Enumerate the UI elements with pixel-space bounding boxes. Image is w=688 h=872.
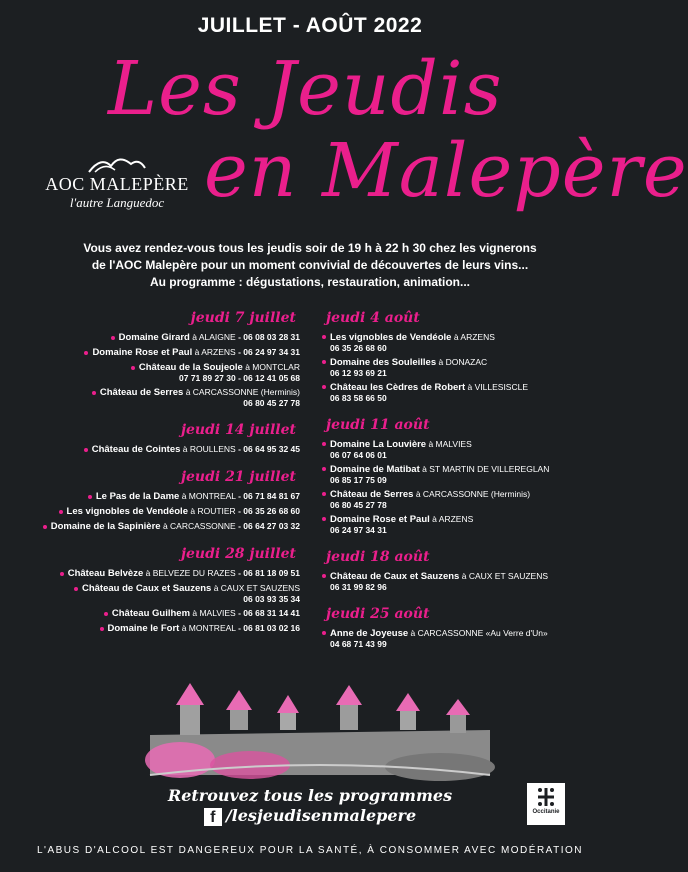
schedule-entry — [322, 571, 612, 592]
venue-place: à ARZENS — [453, 332, 495, 342]
venue-name: Château de Serres — [330, 489, 414, 500]
venue-name: Château de Serres — [99, 387, 184, 398]
venue-phone: 04 68 71 43 99 — [330, 639, 387, 649]
venue-place: à VILLESISCLE — [467, 382, 529, 392]
occitan-cross-icon — [536, 786, 556, 808]
day-heading: jeudi 7 juillet — [190, 310, 296, 326]
venue-name: Anne de Joyeuse — [330, 628, 409, 639]
facebook-icon: f — [204, 808, 222, 826]
venue-place: à CARCASSONNE (Herminis) — [185, 387, 300, 397]
venue-name: Les vignobles de Vendéole — [66, 506, 188, 517]
schedule-entry — [20, 362, 300, 383]
occitanie-region-logo — [527, 783, 565, 825]
venue-place: à MALVIES — [192, 608, 236, 618]
schedule-entry — [322, 489, 612, 510]
venue-name: Le Pas de la Dame — [95, 491, 180, 502]
venue-phone: - 06 71 84 81 67 — [238, 491, 300, 501]
bullet-icon — [92, 391, 96, 395]
schedule-entry — [322, 514, 612, 535]
venue-phone: 06 31 99 82 96 — [330, 582, 387, 592]
schedule-entry — [322, 628, 612, 649]
venue-phone: - 06 81 18 09 51 — [238, 568, 300, 578]
venue-phone: 06 12 93 69 21 — [330, 368, 387, 378]
programs-cta: Retrouvez tous les programmes — [167, 786, 453, 805]
venue-phone: - 06 81 03 02 16 — [238, 623, 300, 633]
venue-phone: - 06 68 31 14 41 — [238, 608, 300, 618]
venue-name: Château de Cointes — [91, 444, 181, 455]
title-line-2: en Malepère — [204, 128, 688, 214]
bullet-icon — [131, 366, 135, 370]
venue-name: Domaine de Matibat — [330, 464, 420, 475]
venue-phone: 06 85 17 75 09 — [330, 475, 387, 485]
venue-name: Les vignobles de Vendéole — [330, 332, 452, 343]
venue-place: à CAUX ET SAUZENS — [461, 571, 549, 581]
schedule-entry — [20, 583, 300, 604]
title-line-1: Les Jeudis — [108, 46, 503, 132]
venue-name: Château les Cèdres de Robert — [330, 382, 466, 393]
venue-place: à MALVIES — [428, 439, 472, 449]
venue-place: à BELVEZE DU RAZES — [145, 568, 236, 578]
intro-line: Au programme : dégustations, restauration, animation... — [149, 275, 471, 289]
intro-line: Vous avez rendez-vous tous les jeudis soir de 19 h à 22 h 30 chez les vignerons — [83, 241, 537, 255]
schedule-entry — [20, 608, 300, 619]
schedule-entry — [322, 464, 612, 485]
venue-phone: 06 07 64 06 01 — [330, 450, 387, 460]
schedule-entry — [20, 332, 300, 343]
schedule-entry — [20, 506, 300, 517]
venue-phone: 06 35 26 68 60 — [330, 343, 387, 353]
venue-name: Domaine Girard — [118, 332, 190, 343]
carcassonne-castle-illustration — [140, 675, 500, 785]
venue-name: Château Guilhem — [111, 608, 191, 619]
venue-phone: 07 71 89 27 30 - 06 12 41 05 68 — [179, 373, 300, 383]
bullet-icon — [322, 574, 326, 578]
schedule-entry — [20, 521, 300, 532]
schedule-entry — [322, 439, 612, 460]
venue-place: à ST MARTIN DE VILLEREGLAN — [422, 464, 550, 474]
venue-place: à ROULLENS — [182, 444, 236, 454]
bullet-icon — [322, 442, 326, 446]
schedule-entry — [20, 444, 300, 455]
july-schedule — [20, 310, 300, 638]
venue-place: à CARCASSONNE (Herminis) — [415, 489, 531, 499]
schedule-entry — [322, 357, 612, 378]
schedule-entry — [20, 347, 300, 358]
schedule-entry — [322, 382, 612, 403]
venue-name: Château Belvèze — [67, 568, 144, 579]
venue-place: à CARCASSONNE — [162, 521, 236, 531]
venue-place: à CAUX ET SAUZENS — [213, 583, 300, 593]
region-name: Occitanie — [532, 809, 560, 815]
day-heading: jeudi 28 juillet — [180, 546, 296, 562]
day-heading: jeudi 25 août — [326, 606, 430, 622]
bullet-icon — [100, 627, 104, 631]
facebook-handle: /lesjeudisenmalepere — [225, 806, 417, 825]
schedule-entry — [20, 623, 300, 634]
venue-phone: 06 80 45 27 78 — [330, 500, 387, 510]
venue-place: à ARZENS — [194, 347, 236, 357]
venue-phone: - 06 64 95 32 45 — [238, 444, 300, 454]
schedule-entry — [20, 387, 300, 408]
day-heading: jeudi 4 août — [326, 310, 420, 326]
bullet-icon — [84, 448, 88, 452]
bullet-icon — [104, 612, 108, 616]
venue-phone: 06 24 97 34 31 — [330, 525, 387, 535]
venue-name: Domaine Rose et Paul — [92, 347, 193, 358]
aoc-tagline: l'autre Languedoc — [69, 195, 165, 210]
bullet-icon — [59, 510, 63, 514]
alcohol-warning: L'ABUS D'ALCOOL EST DANGEREUX POUR LA SANTÉ, À CONSOMMER AVEC MODÉRATION — [37, 845, 583, 856]
day-heading: jeudi 21 juillet — [180, 469, 296, 485]
bullet-icon — [60, 572, 64, 576]
schedule-entry — [20, 491, 300, 502]
venue-phone: - 06 24 97 34 31 — [238, 347, 300, 357]
venue-place: à ALAIGNE — [192, 332, 236, 342]
venue-name: Château de la Soujeole — [138, 362, 243, 373]
aoc-logo — [42, 152, 192, 211]
bullet-icon — [111, 336, 115, 340]
venue-name: Château de Caux et Sauzens — [81, 583, 212, 594]
venue-place: à MONTREAL — [181, 491, 236, 501]
day-heading: jeudi 11 août — [326, 417, 430, 433]
august-schedule — [322, 310, 612, 653]
venue-name: Domaine La Louvière — [330, 439, 427, 450]
bullet-icon — [322, 517, 326, 521]
day-heading: jeudi 18 août — [326, 549, 430, 565]
event-dates: JUILLET - AOÛT 2022 — [197, 14, 423, 37]
venue-place: à ARZENS — [432, 514, 474, 524]
bullet-icon — [84, 351, 88, 355]
aoc-name: AOC MALEPÈRE — [45, 174, 189, 194]
intro-line: de l'AOC Malepère pour un moment convivial de découvertes de leurs vins... — [91, 258, 529, 272]
schedule-entry — [20, 568, 300, 579]
bullet-icon — [322, 631, 326, 635]
venue-name: Domaine le Fort — [107, 623, 180, 634]
schedule-entry — [322, 332, 612, 353]
venue-place: à DONAZAC — [438, 357, 488, 367]
bullet-icon — [322, 467, 326, 471]
intro-text — [0, 240, 620, 291]
bullet-icon — [322, 360, 326, 364]
day-heading: jeudi 14 juillet — [180, 422, 296, 438]
venue-phone: - 06 64 27 03 32 — [238, 521, 300, 531]
bullet-icon — [322, 385, 326, 389]
bullet-icon — [322, 492, 326, 496]
bullet-icon — [43, 525, 47, 529]
bullet-icon — [88, 495, 92, 499]
venue-name: Château de Caux et Sauzens — [330, 571, 460, 582]
venue-place: à CARCASSONNE «Au Verre d'Un» — [410, 628, 548, 638]
venue-phone: 06 83 58 66 50 — [330, 393, 387, 403]
venue-place: à MONTCLAR — [245, 362, 300, 372]
bullet-icon — [74, 587, 78, 591]
venue-phone: - 06 08 03 28 31 — [238, 332, 300, 342]
venue-place: à ROUTIER — [190, 506, 236, 516]
bullet-icon — [322, 335, 326, 339]
venue-phone: 06 03 93 35 34 — [243, 594, 300, 604]
venue-phone: - 06 35 26 68 60 — [238, 506, 300, 516]
venue-name: Domaine Rose et Paul — [330, 514, 430, 525]
venue-name: Domaine de la Sapinière — [50, 521, 161, 532]
venue-name: Domaine des Souleilles — [330, 357, 437, 368]
venue-place: à MONTREAL — [181, 623, 236, 633]
venue-phone: 06 80 45 27 78 — [243, 398, 300, 408]
hills-icon — [87, 152, 147, 174]
